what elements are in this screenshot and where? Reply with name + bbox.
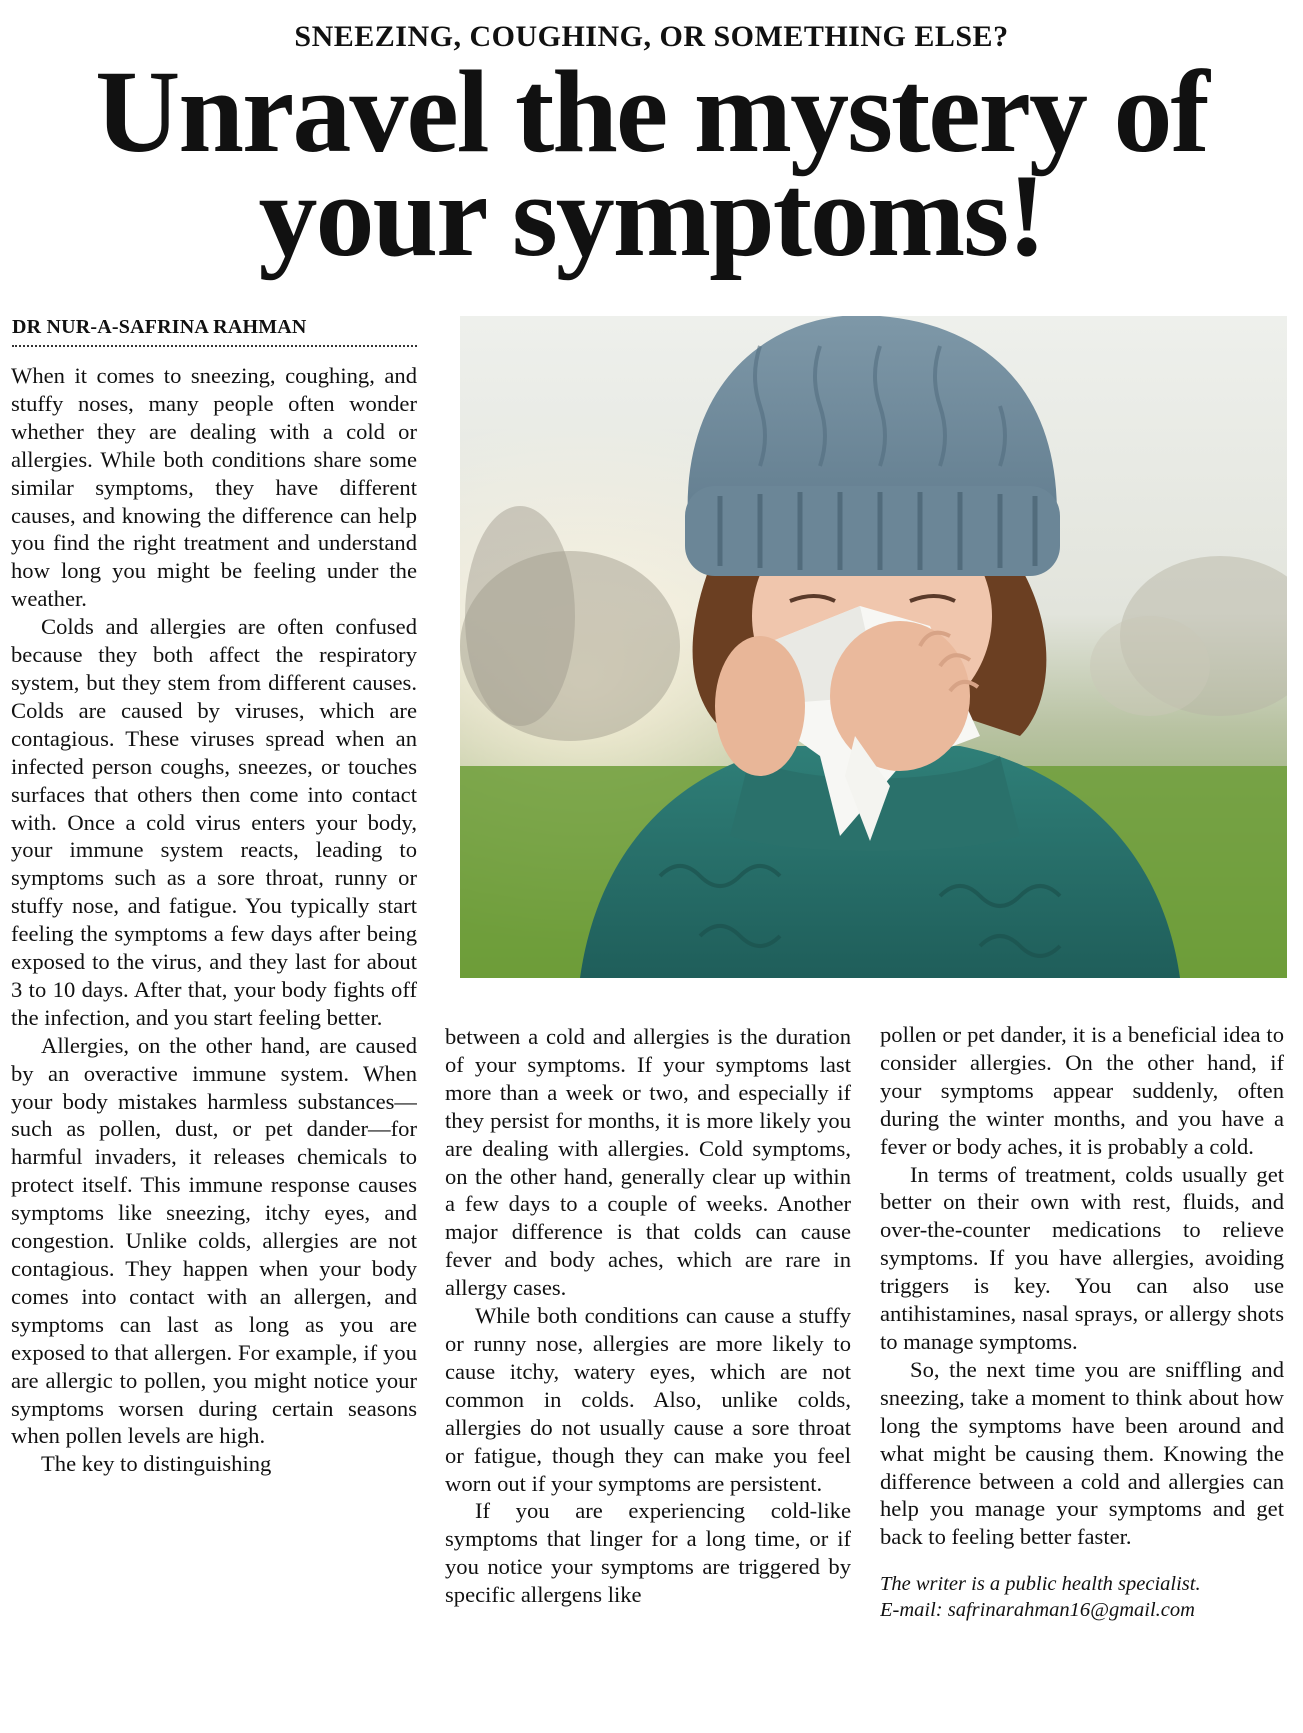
author-credit-line: The writer is a public health specialist. bbox=[880, 1573, 1201, 1596]
paragraph-8: So, the next time you are sniffling and sneezing, take a moment to think about how long the symptoms have been around and what might be causing them. Knowing the difference between a cold and allergies can help you manage your symptoms and get back to feeling better faster. bbox=[880, 1356, 1284, 1550]
woman-sneezing-photo bbox=[460, 316, 1287, 978]
paragraph-2: Colds and allergies are often confused because they both affect the respiratory system, but they stem from different causes. Colds are caused by viruses, which are contagious. These viruses spread when an infected person coughs, sneezes, or touches surfaces that others then come into contact with. Once a cold virus enters your body, your immune system reacts, leading to symptoms such as a sore throat, runny or stuffy nose, and fatigue. You typically start feeling the symptoms a few days after being exposed to the virus, and they last for about 3 to 10 days. After that, your body fights off the infection, and you start feeling better. bbox=[11, 614, 417, 1030]
article-column-2 bbox=[445, 1023, 851, 1727]
article-column-1 bbox=[11, 362, 417, 1727]
paragraph-6-start: If you are experiencing cold-like symptoms that linger for a long time, or if you notice your symptoms are triggered by specific allergens like bbox=[445, 1498, 851, 1608]
article-column-3 bbox=[880, 1021, 1284, 1727]
paragraph-1: When it comes to sneezing, coughing, and stuffy noses, many people often wonder whether they are dealing with a cold or allergies. While both conditions share some similar symptoms, they have different causes, and knowing the difference can help you find the right treatment and understand how long you might be feeling under the weather. bbox=[11, 363, 417, 612]
photo-illustration bbox=[460, 316, 1287, 978]
headline bbox=[0, 46, 1303, 281]
paragraph-4-continued: between a cold and allergies is the duration of your symptoms. If your symptoms last more than a week or two, and especially if they persist for months, it is more likely you are dealing with allergies. Cold symptoms, on the other hand, generally clear up within a few days to a couple of weeks. Another major difference is that colds can cause fever and body aches, which are rare in allergy cases. bbox=[445, 1024, 851, 1301]
paragraph-7: In terms of treatment, colds usually get better on their own with rest, fluids, and over-the-counter medications to relieve symptoms. If you have allergies, avoiding triggers is key. You can also use antihistamines, nasal sprays, or allergy shots to manage symptoms. bbox=[880, 1161, 1284, 1354]
paragraph-5: While both conditions can cause a stuffy or runny nose, allergies are more likely to cause itchy, watery eyes, which are not common in colds. Also, unlike colds, allergies do not usually cause a sore throat or fatigue, though they can make you feel worn out if your symptoms are persistent. bbox=[445, 1303, 851, 1496]
byline: DR NUR-A-SAFRINA RAHMAN bbox=[12, 316, 307, 338]
author-credit bbox=[880, 1571, 1284, 1623]
author-email: E-mail: safrinarahman16@gmail.com bbox=[880, 1599, 1195, 1622]
paragraph-6-continued: pollen or pet dander, it is a beneficial idea to consider allergies. On the other hand, if your symptoms appear suddenly, often during the winter months, and you have a fever or body aches, it is probably a cold. bbox=[880, 1022, 1284, 1159]
kicker: SNEEZING, COUGHING, OR SOMETHING ELSE? bbox=[294, 20, 1009, 53]
headline-line-1: Unravel the mystery of bbox=[95, 46, 1208, 177]
paragraph-4-start: The key to distinguishing bbox=[41, 1451, 272, 1477]
dotted-divider bbox=[12, 345, 417, 347]
headline-line-2: your symptoms! bbox=[258, 150, 1045, 281]
paragraph-3: Allergies, on the other hand, are caused by an overactive immune system. When your body mistakes harmless substances—such as pollen, dust, or pet dander—for harmful invaders, it releases chemicals to protect itself. This immune response causes symptoms like sneezing, itchy eyes, and congestion. Unlike colds, allergies are not contagious. They happen when your body comes into contact with an allergen, and symptoms can last as long as you are exposed to that allergen. For example, if you are allergic to pollen, you might notice your symptoms worsen during certain seasons when pollen levels are high. bbox=[11, 1032, 417, 1449]
